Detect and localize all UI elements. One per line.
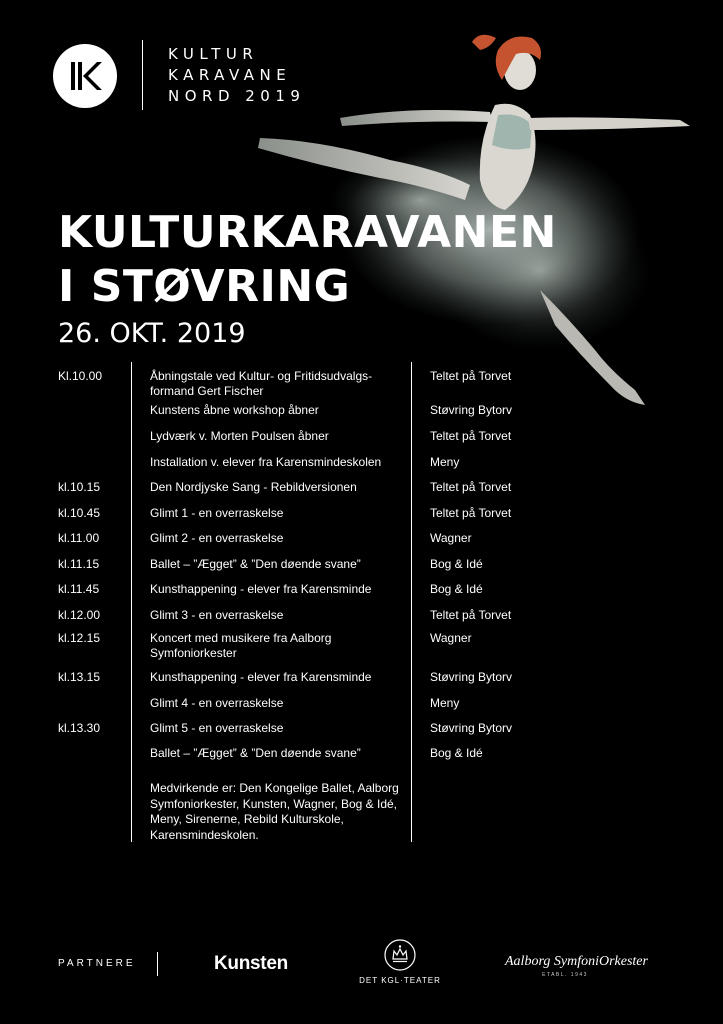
row-time: kl.11.45 <box>58 582 100 596</box>
row-place: Wagner <box>430 631 472 645</box>
row-event: Glimt 3 - en overraskelse <box>150 608 284 622</box>
row-place: Wagner <box>430 531 472 545</box>
row-event: Kunstens åbne workshop åbner <box>150 403 319 417</box>
row-time: kl.13.15 <box>58 670 101 684</box>
row-place: Meny <box>430 455 460 469</box>
logo-wordmark <box>168 44 305 107</box>
row-time: kl.10.45 <box>58 506 101 520</box>
row-event: Den Nordjyske Sang - Rebildversionen <box>150 480 357 494</box>
logo-divider <box>142 40 143 110</box>
row-event: Glimt 5 - en overraskelse <box>150 721 284 735</box>
row-place: Bog & Idé <box>430 582 483 596</box>
row-place: Teltet på Torvet <box>430 429 512 443</box>
row-event: Koncert med musikere fra Aalborg Symfoniorkester <box>150 631 332 660</box>
partner-aalborg-symfoniorkester-logo <box>505 954 648 978</box>
row-place: Støvring Bytorv <box>430 670 513 684</box>
row-place: Støvring Bytorv <box>430 721 513 735</box>
footer-divider <box>157 952 158 976</box>
event-date: 26. OKT. 2019 <box>58 318 246 349</box>
row-place: Meny <box>430 696 460 710</box>
logo-line-1: KULTUR <box>168 45 259 63</box>
partner-kunsten-logo: Kunsten <box>214 953 288 974</box>
row-event: Lydværk v. Morten Poulsen åbner <box>150 429 329 443</box>
kk-logo-icon <box>53 44 117 108</box>
logo-line-3: NORD 2019 <box>168 87 306 105</box>
row-event: Ballet – ”Ægget” & ”Den døende svane” <box>150 557 361 571</box>
row-place: Bog & Idé <box>430 557 483 571</box>
crown-icon <box>384 938 416 972</box>
row-time: kl.10.15 <box>58 480 101 494</box>
title-line-1: KULTURKARAVANEN <box>58 207 557 258</box>
partners-label: PARTNERE <box>58 958 136 969</box>
row-place: Støvring Bytorv <box>430 403 513 417</box>
row-event: Glimt 4 - en overraskelse <box>150 696 284 710</box>
event-title <box>58 206 557 314</box>
row-place: Bog & Idé <box>430 746 483 760</box>
row-event: Åbningstale ved Kultur- og Fritidsudvalgs-formand Gert Fischer <box>150 369 373 398</box>
row-time: kl.12.15 <box>58 631 101 645</box>
logo-badge <box>53 44 117 108</box>
credits-text: Medvirkende er: Den Kongelige Ballet, Aalborg Symfoniorkester, Kunsten, Wagner, Bog & Idé, Meny, Sirenerne, Rebild Kulturskole, Karensmindeskolen. <box>150 781 399 842</box>
row-event: Glimt 1 - en overraskelse <box>150 506 284 520</box>
row-place: Teltet på Torvet <box>430 608 512 622</box>
row-time: kl.11.00 <box>58 531 100 545</box>
row-place: Teltet på Torvet <box>430 369 512 383</box>
row-event: Ballet – ”Ægget” & ”Den døende svane” <box>150 746 361 760</box>
schedule-divider-left <box>131 362 132 842</box>
kgl-teater-text: DET KGL·TEATER <box>359 976 441 985</box>
row-place: Teltet på Torvet <box>430 506 512 520</box>
row-time: kl.11.15 <box>58 557 100 571</box>
row-time: kl.13.30 <box>58 721 101 735</box>
aso-name: Aalborg SymfoniOrkester <box>505 954 648 969</box>
row-event: Glimt 2 - en overraskelse <box>150 531 284 545</box>
row-place: Teltet på Torvet <box>430 480 512 494</box>
aso-established: ETABL. 1943 <box>542 972 588 978</box>
row-time: kl.12.00 <box>58 608 101 622</box>
partner-kgl-teater-logo <box>350 938 450 988</box>
logo-line-2: KARAVANE <box>168 66 292 84</box>
row-event: Kunsthappening - elever fra Karensminde <box>150 670 372 684</box>
row-event: Kunsthappening - elever fra Karensminde <box>150 582 372 596</box>
title-line-2: I STØVRING <box>58 261 351 312</box>
row-time: Kl.10.00 <box>58 369 103 383</box>
row-event: Installation v. elever fra Karensmindeskolen <box>150 455 382 469</box>
